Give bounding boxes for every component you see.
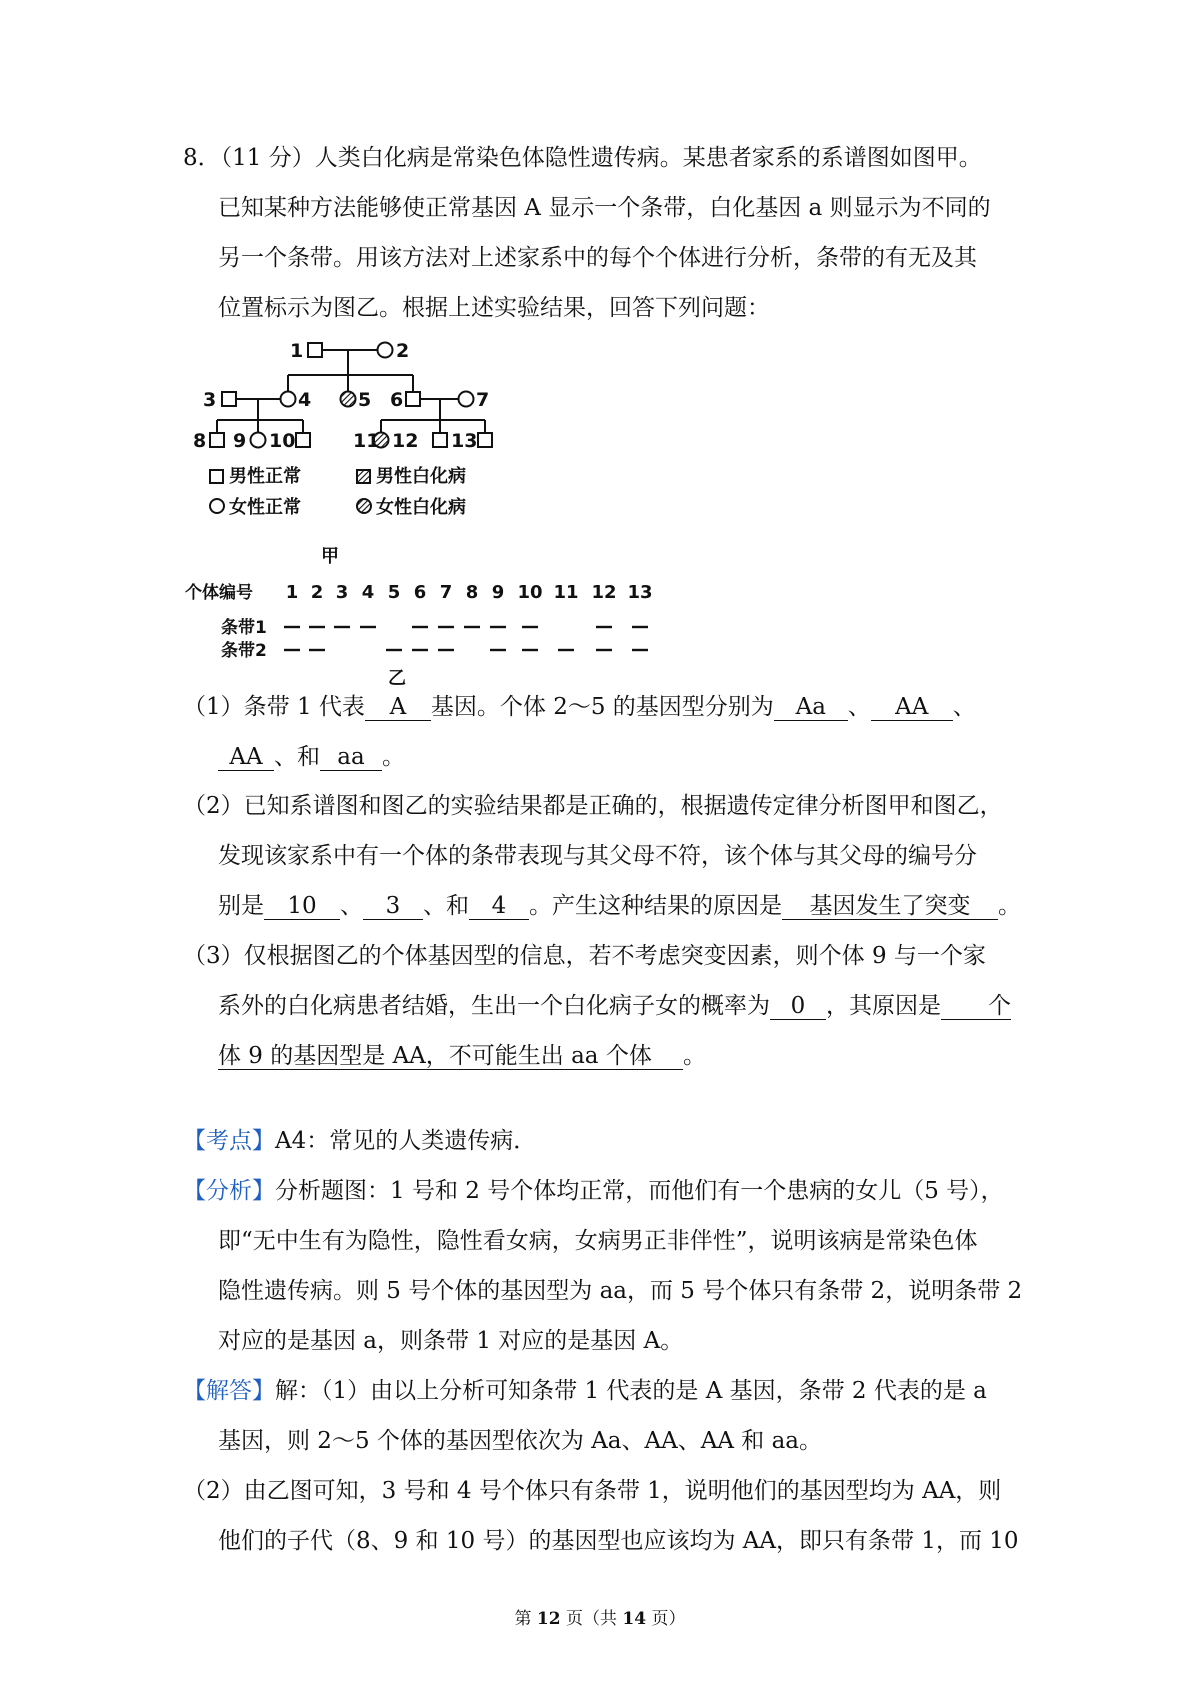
legend-male-normal-label: 男性正常: [229, 466, 301, 487]
q1-sep-1: 、: [847, 694, 871, 720]
label-10: 10: [269, 430, 296, 452]
label-12: 12: [392, 430, 419, 452]
q2-text-d: 。产生这种结果的原因是: [529, 893, 782, 919]
q2-line-2: 发现该家系中有一个体的条带表现与其父母不符，该个体与其父母的编号分: [218, 843, 977, 869]
q2-answer-4: 基因发生了突变: [782, 893, 998, 920]
q3-line-3: [218, 1041, 706, 1071]
figure-caption-jia: 甲: [321, 546, 339, 567]
band-individual-12: 12: [591, 582, 617, 603]
kaodian-tag: 【考点】: [183, 1128, 275, 1154]
fenxi-line-2: 即“无中生有为隐性，隐性看女病，女病男正非伴性”，说明该病是常染色体: [218, 1228, 978, 1254]
footer-text-b: 页（共: [560, 1609, 623, 1629]
pedigree-figure: [0, 330, 700, 690]
q1-line-2: [218, 742, 405, 772]
fenxi-text-1: 分析题图：1 号和 2 号个体均正常，而他们有一个患病的女儿（5 号），: [275, 1178, 1004, 1204]
footer-total-pages: 14: [622, 1609, 647, 1629]
q1-answer-3: AA: [871, 694, 953, 721]
band-individual-5: 5: [387, 582, 401, 603]
footer-text-c: 页）: [646, 1609, 686, 1629]
band-row1-label: 条带1: [221, 618, 267, 638]
question-line-4: 位置标示为图乙。根据上述实验结果，回答下列问题：: [218, 295, 770, 321]
label-3: 3: [203, 389, 217, 411]
band-individual-1: 1: [285, 582, 299, 603]
legend-male-albino-label: 男性白化病: [376, 466, 466, 487]
individual-9-female-normal: [251, 433, 266, 448]
question-line-2: 已知某种方法能够使正常基因 A 显示一个条带，白化基因 a 则显示为不同的: [218, 195, 991, 221]
band-individual-8: 8: [465, 582, 479, 603]
band-individual-10: 10: [517, 582, 543, 603]
q2-line-3: [218, 891, 1021, 921]
fenxi-tag: 【分析】: [183, 1178, 275, 1204]
jieda-tag: 【解答】: [183, 1378, 275, 1404]
kaodian-text: A4：常见的人类遗传病．: [275, 1128, 537, 1154]
fenxi-line-4: 对应的是基因 a，则条带 1 对应的是基因 A。: [218, 1328, 684, 1354]
jieda-line-1: [183, 1376, 987, 1406]
q1-answer-2: Aa: [774, 694, 848, 721]
q1-text-b: 基因。个体 2～5 的基因型分别为: [430, 694, 774, 720]
q3-answer-2a: 个: [941, 993, 1011, 1020]
label-8: 8: [193, 430, 207, 452]
label-11: 11: [353, 430, 380, 452]
q3-text-b: ，其原因是: [826, 993, 941, 1019]
q3-line-2: [218, 991, 1011, 1021]
figure-caption-yi: 乙: [388, 668, 406, 689]
q3-text-c: 。: [683, 1043, 706, 1069]
q2-answer-1: 10: [264, 893, 340, 920]
q1-answer-4: AA: [218, 744, 274, 771]
individual-10-male-normal: [296, 433, 310, 447]
fenxi-line-3: 隐性遗传病。则 5 号个体的基因型为 aa，而 5 号个体只有条带 2，说明条带 2: [218, 1278, 1023, 1304]
fenxi-line-1: [183, 1176, 1004, 1206]
band-individual-11: 11: [553, 582, 579, 603]
q3-line-1: （3）仅根据图乙的个体基因型的信息，若不考虑突变因素，则个体 9 与一个家: [183, 943, 986, 969]
band-individual-7: 7: [439, 582, 453, 603]
label-4: 4: [298, 389, 312, 411]
legend-male-normal-icon: [210, 470, 223, 483]
label-5: 5: [358, 389, 372, 411]
legend-female-albino-label: 女性白化病: [376, 497, 466, 518]
label-7: 7: [476, 389, 490, 411]
label-1: 1: [290, 340, 304, 362]
q2-sep-1: 、: [340, 893, 363, 919]
individual-2-female-normal: [378, 343, 393, 358]
label-9: 9: [233, 430, 247, 452]
q2-answer-2: 3: [363, 893, 423, 920]
band-individual-4: 4: [361, 582, 375, 603]
q3-answer-2b: 体 9 的基因型是 AA，不可能生出 aa 个体: [218, 1043, 683, 1070]
individual-7-female-normal: [459, 392, 474, 407]
legend-female-normal-label: 女性正常: [229, 497, 301, 518]
band-individual-9: 9: [491, 582, 505, 603]
q1-line-1: [183, 692, 976, 722]
individual-8-male-normal: [210, 433, 224, 447]
q2-answer-3: 4: [469, 893, 529, 920]
q2-line-1: （2）已知系谱图和图乙的实验结果都是正确的，根据遗传定律分析图甲和图乙，: [183, 793, 1003, 819]
label-2: 2: [396, 340, 410, 362]
q3-answer-1: 0: [770, 993, 826, 1020]
individual-3-male-normal: [222, 392, 236, 406]
individual-6-male-normal: [406, 392, 420, 406]
band-individual-2: 2: [310, 582, 324, 603]
individual-13-male-normal: [478, 433, 492, 447]
jieda-text-1: 解：（1）由以上分析可知条带 1 代表的是 A 基因，条带 2 代表的是 a: [275, 1378, 987, 1404]
q2-text-a: 别是: [218, 893, 264, 919]
individual-1-male-normal: [308, 343, 322, 357]
jieda-line-4: 他们的子代（8、9 和 10 号）的基因型也应该均为 AA，即只有条带 1，而 10: [218, 1528, 1019, 1554]
q3-text-a: 系外的白化病患者结婚，生出一个白化病子女的概率为: [218, 993, 770, 1019]
band-individual-13: 13: [627, 582, 653, 603]
band-individual-3: 3: [335, 582, 349, 603]
q2-text-c: 、和: [423, 893, 469, 919]
legend-female-normal-icon: [210, 499, 224, 513]
band-individual-6: 6: [413, 582, 427, 603]
q1-sep-2: 、: [952, 694, 976, 720]
band-row2-label: 条带2: [221, 641, 267, 661]
q2-text-e: 。: [998, 893, 1021, 919]
page-footer: [0, 1604, 1200, 1629]
question-line-3: 另一个条带。用该方法对上述家系中的每个个体进行分析，条带的有无及其: [218, 245, 977, 271]
kaodian-line: [183, 1126, 536, 1156]
legend-male-albino-icon: [357, 470, 370, 483]
label-6: 6: [390, 389, 404, 411]
q1-text-c: 、和: [274, 744, 320, 770]
individual-12-male-normal: [433, 433, 447, 447]
jieda-line-2: 基因，则 2～5 个体的基因型依次为 Aa、AA、AA 和 aa。: [218, 1428, 823, 1454]
band-header-label: 个体编号: [185, 583, 253, 603]
individual-5-female-albino: [341, 392, 356, 407]
jieda-line-3: （2）由乙图可知，3 号和 4 号个体只有条带 1，说明他们的基因型均为 AA，则: [183, 1478, 1002, 1504]
individual-4-female-normal: [281, 392, 296, 407]
footer-text-a: 第: [514, 1609, 537, 1629]
label-13: 13: [451, 430, 478, 452]
q1-text-a: （1）条带 1 代表: [183, 694, 365, 720]
q1-answer-1: A: [365, 694, 431, 721]
question-line-1: 8．（11 分）人类白化病是常染色体隐性遗传病。某患者家系的系谱图如图甲。: [183, 145, 982, 171]
footer-page-number: 12: [536, 1609, 561, 1629]
q1-text-d: 。: [382, 744, 405, 770]
legend-female-albino-icon: [357, 499, 371, 513]
q1-answer-5: aa: [320, 744, 382, 771]
